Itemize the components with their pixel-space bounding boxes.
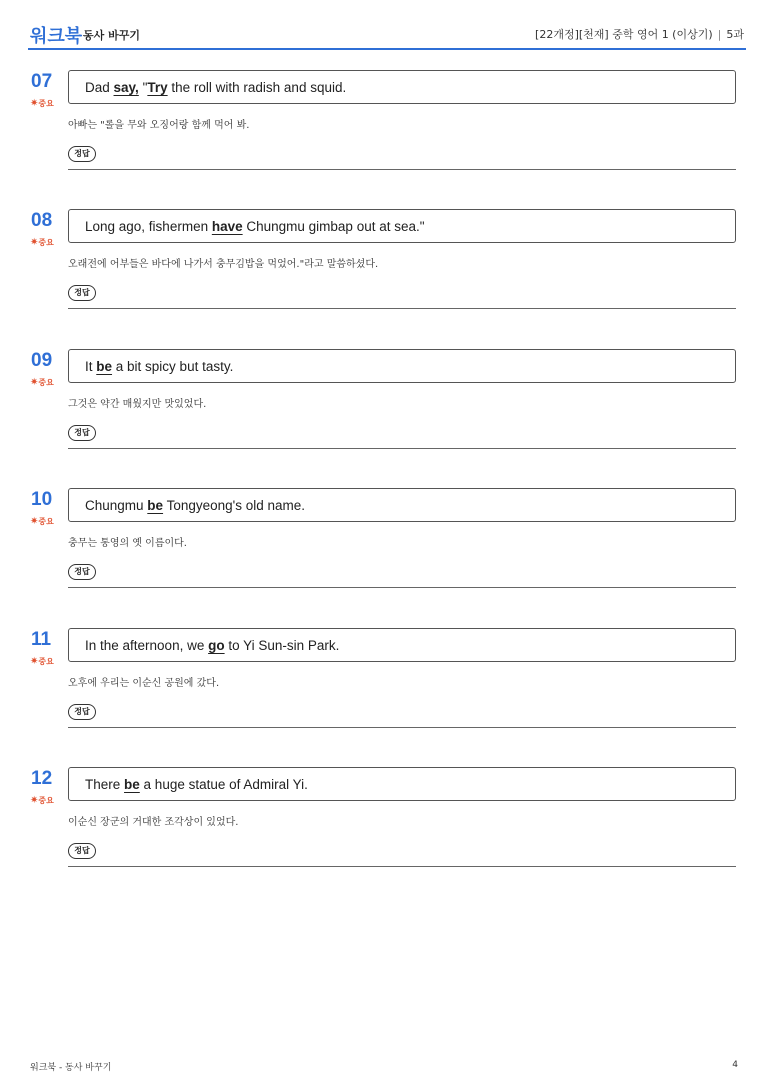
question-number: 10 [31, 489, 53, 510]
sentence-text: It [85, 359, 97, 374]
page-header [28, 20, 746, 50]
sentence-box [68, 349, 736, 383]
star-icon: ✷ [30, 795, 39, 806]
target-verb: have [211, 219, 243, 234]
sentence-text: Chungmu gimbap out at sea." [242, 219, 425, 234]
question-item [28, 349, 738, 449]
sentence-text: a huge statue of Admiral Yi. [139, 777, 308, 792]
answer-button[interactable]: 정답 [68, 704, 96, 720]
sentence-text: " [138, 80, 148, 95]
page-number: 4 [732, 1060, 738, 1070]
question-item [28, 767, 738, 867]
important-label: 중요 [38, 99, 54, 108]
sentence-text: to Yi Sun-sin Park. [224, 638, 340, 653]
footer-title: 워크북 - 동사 바꾸기 [30, 1063, 112, 1073]
korean-translation: 그것은 약간 매웠지만 맛있었다. [68, 399, 207, 410]
sentence-text: Long ago, fishermen [85, 219, 212, 234]
star-icon: ✷ [30, 377, 39, 388]
korean-translation: 오후에 우리는 이순신 공원에 갔다. [68, 678, 220, 689]
sentence-text: Tongyeong's old name. [163, 498, 305, 513]
page-subtitle: 동사 바꾸기 [83, 29, 140, 42]
separator: | [717, 28, 722, 41]
sentence-text: There [85, 777, 125, 792]
target-verb: be [124, 777, 140, 792]
answer-button[interactable]: 정답 [68, 425, 96, 441]
answer-line [68, 308, 736, 309]
sentence-text: In the afternoon, we [85, 638, 209, 653]
important-label: 중요 [38, 657, 54, 666]
lesson-number: 5과 [726, 28, 744, 41]
answer-button[interactable]: 정답 [68, 146, 96, 162]
question-number: 12 [31, 768, 53, 789]
star-icon: ✷ [30, 237, 39, 248]
target-verb: go [208, 638, 225, 653]
sentence-box [68, 628, 736, 662]
target-verb: Try [147, 80, 168, 95]
sentence-text: Chungmu [85, 498, 148, 513]
important-label: 중요 [38, 238, 54, 247]
important-badge [30, 656, 54, 667]
sentence-box [68, 209, 736, 243]
star-icon: ✷ [30, 516, 39, 527]
important-badge [30, 795, 54, 806]
question-item [28, 70, 738, 170]
sentence-text: a bit spicy but tasty. [112, 359, 234, 374]
korean-translation: 이순신 장군의 거대한 조각상이 있었다. [68, 817, 239, 828]
answer-button[interactable]: 정답 [68, 564, 96, 580]
question-item [28, 209, 738, 309]
korean-translation: 오래전에 어부들은 바다에 나가서 충무김밥을 먹었어."라고 말씀하셨다. [68, 259, 379, 270]
answer-button[interactable]: 정답 [68, 843, 96, 859]
important-badge [30, 98, 54, 109]
star-icon: ✷ [30, 656, 39, 667]
course-info [535, 26, 744, 42]
important-label: 중요 [38, 796, 54, 805]
answer-button[interactable]: 정답 [68, 285, 96, 301]
course-name: [22개정][천재] 중학 영어 1 (이상기) [535, 28, 713, 41]
answer-line [68, 587, 736, 588]
target-verb: say, [113, 80, 139, 95]
answer-line [68, 866, 736, 867]
target-verb: be [147, 498, 164, 513]
important-badge [30, 237, 54, 248]
korean-translation: 충무는 통영의 옛 이름이다. [68, 538, 187, 549]
star-icon: ✷ [30, 98, 39, 109]
question-item [28, 628, 738, 728]
sentence-box [68, 70, 736, 104]
korean-translation: 아빠는 "롤을 무와 오징어랑 함께 먹어 봐. [68, 120, 250, 131]
question-number: 11 [31, 629, 52, 650]
sentence-box [68, 488, 736, 522]
answer-line [68, 727, 736, 728]
sentence-text: the roll with radish and squid. [167, 80, 347, 95]
important-label: 중요 [38, 517, 54, 526]
question-item [28, 488, 738, 588]
question-number: 09 [31, 350, 53, 371]
important-label: 중요 [38, 378, 54, 387]
question-number: 07 [31, 71, 53, 92]
answer-line [68, 448, 736, 449]
important-badge [30, 516, 54, 527]
answer-line [68, 169, 736, 170]
sentence-text: Dad [85, 80, 114, 95]
sentence-box [68, 767, 736, 801]
target-verb: be [96, 359, 113, 374]
brand-title: 워크북 [30, 26, 83, 47]
question-number: 08 [31, 210, 53, 231]
important-badge [30, 377, 54, 388]
